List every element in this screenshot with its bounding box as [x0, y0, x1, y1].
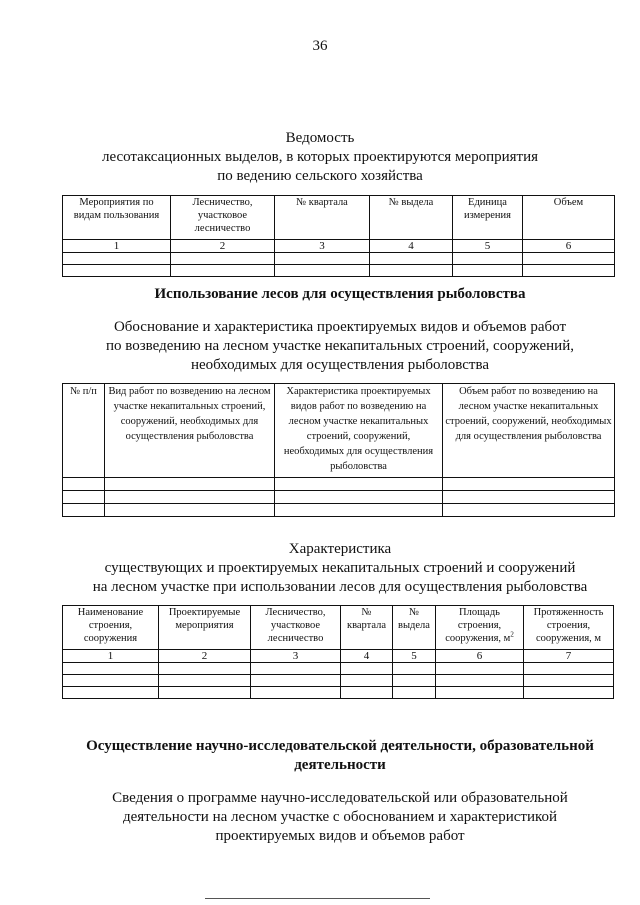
table-header: № выдела [393, 606, 436, 650]
table-header: № квартала [341, 606, 393, 650]
section2-title-line: необходимых для осуществления рыболовства [190, 357, 490, 373]
section4-heading [0, 737, 640, 775]
section4-title-line: проектируемых видов и объемов работ [215, 828, 465, 844]
table-row [63, 650, 614, 663]
column-number: 1 [63, 240, 171, 253]
column-number: 2 [171, 240, 275, 253]
table-header: № п/п [63, 384, 105, 478]
section4-title [0, 789, 640, 846]
section3-title-line: на лесном участке при использовании лесов для осуществления рыболовства [92, 579, 588, 595]
column-number: 2 [159, 650, 251, 663]
column-number: 6 [523, 240, 615, 253]
section4-heading-line: Осуществление научно-исследовательской деятельности, образовательной [86, 738, 594, 754]
table-header: Лесничество, участковое лесничество [171, 196, 275, 240]
section1-title [0, 129, 640, 186]
table-header: Единица измерения [453, 196, 523, 240]
section3-title-line: существующих и проектируемых некапитальных строений и сооружений [104, 560, 576, 576]
table-row [63, 687, 614, 699]
column-number: 4 [370, 240, 453, 253]
table-header: № выдела [370, 196, 453, 240]
table-row [63, 478, 615, 491]
section4-heading-line: деятельности [294, 757, 386, 773]
column-number: 4 [341, 650, 393, 663]
page-number: 36 [312, 38, 328, 54]
column-number: 7 [524, 650, 614, 663]
table-row [63, 504, 615, 517]
column-number: 3 [251, 650, 341, 663]
table-header: Характеристика проектируемых видов работ по возведению на лесном участке некапитальных строений, сооружений, необходимых для осуществления рыболовства [275, 384, 443, 478]
section2-table [62, 383, 615, 517]
table-header: Лесничество, участковое лесничество [251, 606, 341, 650]
section3-title-line: Характеристика [288, 541, 392, 557]
section3-table [62, 605, 614, 699]
section1-title-line: лесотаксационных выделов, в которых проектируются мероприятия [101, 149, 539, 165]
area-header-text: Площадь строения, сооружения, м [445, 607, 511, 644]
section2-title-line: Обоснование и характеристика проектируемых видов и объемов работ [113, 319, 567, 335]
section4-title-line: деятельности на лесном участке с обоснованием и характеристикой [122, 809, 558, 825]
table-header: Объем [523, 196, 615, 240]
table-header: Проектируемые мероприятия [159, 606, 251, 650]
column-number: 1 [63, 650, 159, 663]
table-header: № квартала [275, 196, 370, 240]
area-unit-superscript: 2 [510, 630, 514, 639]
section4-title-line: Сведения о программе научно-исследовательской или образовательной [112, 790, 568, 806]
section3-title [0, 540, 640, 597]
section2-title-line: по возведению на лесном участке некапитальных строений, сооружений, [106, 338, 574, 354]
column-number: 5 [453, 240, 523, 253]
section2-title [0, 318, 640, 375]
table-row [63, 491, 615, 504]
table-row [63, 265, 615, 277]
section1-table [62, 195, 615, 277]
table-header: Протяженность строения, сооружения, м [524, 606, 614, 650]
section2-heading: Использование лесов для осуществления рыболовства [154, 286, 526, 302]
column-number: 6 [436, 650, 524, 663]
table-row [63, 675, 614, 687]
section1-title-line: Ведомость [285, 130, 355, 146]
page-bottom-edge [205, 898, 430, 899]
table-header [436, 606, 524, 650]
column-number: 5 [393, 650, 436, 663]
table-row [63, 240, 615, 253]
section1-title-line: по ведению сельского хозяйства [217, 168, 423, 184]
column-number: 3 [275, 240, 370, 253]
table-header: Мероприятия по видам пользования [63, 196, 171, 240]
table-header: Наименование строения, сооружения [63, 606, 159, 650]
table-row [63, 663, 614, 675]
table-header: Вид работ по возведению на лесном участке некапитальных строений, сооружений, необходимых для осуществления рыболовства [105, 384, 275, 478]
table-row [63, 253, 615, 265]
table-header: Объем работ по возведению на лесном участке некапитальных строений, сооружений, необходимых для осуществления рыболовства [443, 384, 615, 478]
